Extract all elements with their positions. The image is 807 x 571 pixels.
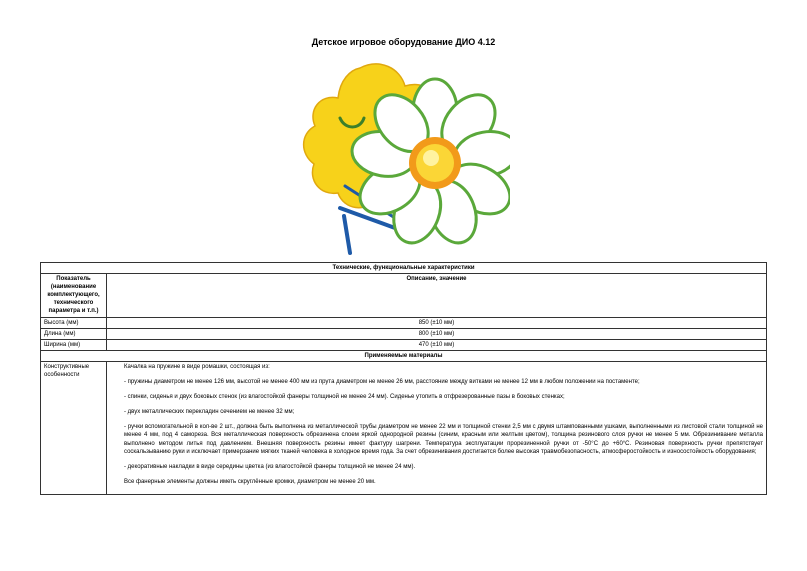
column-header-parameter: Показатель (наименование комплектующего, технического параметра и т.п.)	[41, 274, 107, 317]
table-row	[41, 339, 767, 350]
row-value: 800 (±10 мм)	[107, 328, 767, 339]
page-title: Детское игровое оборудование ДИО 4.12	[311, 37, 496, 47]
table-row	[41, 328, 767, 339]
description-item: - двух металлических перекладин сечением не менее 32 мм;	[124, 409, 295, 416]
row-value: 470 (±10 мм)	[107, 339, 767, 350]
daisy-spring-rocker-image	[300, 58, 510, 258]
description-outro: Все фанерные элементы должны иметь скруглённые кромки, диаметром не менее 20 мм.	[124, 478, 376, 485]
section-title-materials: Применяемые материалы	[41, 350, 767, 361]
row-param: Ширина (мм)	[41, 339, 107, 350]
section-title-characteristics: Технические, функциональные характеристики	[41, 263, 767, 274]
daisy-illustration-svg	[300, 58, 510, 258]
table-row	[41, 317, 767, 328]
description-item: - пружины диаметром не менее 126 мм, высотой не менее 400 мм из прута диаметром не менее 26 мм, расстояние между витками не менее 12 мм в любом положении на постаменте;	[124, 379, 640, 386]
row-param: Высота (мм)	[41, 317, 107, 328]
row-value: 850 (±10 мм)	[107, 317, 767, 328]
column-header-value: Описание, значение	[107, 274, 767, 317]
description-intro: Качалка на пружине в виде ромашки, состоящая из:	[124, 363, 270, 370]
description-item: - декоративные накладки в виде середины цветка (из влагостойкой фанеры толщиной не менее 24 мм).	[124, 463, 416, 470]
row-param: Длина (мм)	[41, 328, 107, 339]
spec-table	[40, 262, 767, 495]
table-row	[41, 361, 767, 494]
constructive-description	[107, 361, 767, 494]
constructive-label: Конструктивные особенности	[41, 361, 107, 494]
description-item: - спинки, сиденья и двух боковых стенок (из влагостойкой фанеры толщиной не менее 24 мм). Сиденье утопить в отфрезерованные пазы в боковых стенках;	[124, 394, 565, 401]
description-item: - ручки вспомогательной в кол-ве 2 шт., должна быть выполнена из металлической трубы диаметром не менее 22 мм и толщиной стенки 2,5 мм с двумя штампованными ушками, выполненными из листовой стали толщиной не менее 4 мм, под 4 самореза. Вся металлическая поверхность обрезинена слоем яркой однородной резины (синим, красным или желтым цветом), толщина резинового слоя ручки не менее 5 мм. Обрезинивание металла выполнено методом литья под давлением. Внешняя поверхность резины имеет фактуру шагрени. Температура эксплуатации прорезиненной ручки от -50°С до +60°С. Резиновая поверхность ручки препятствует соскальзыванию руки и исключает примерзание мягких тканей человека в холодное время года. За счет обрезинивания достигается более высокая травмобезопасность, атмосферостойкость и износостойкость оборудования;	[124, 424, 763, 455]
